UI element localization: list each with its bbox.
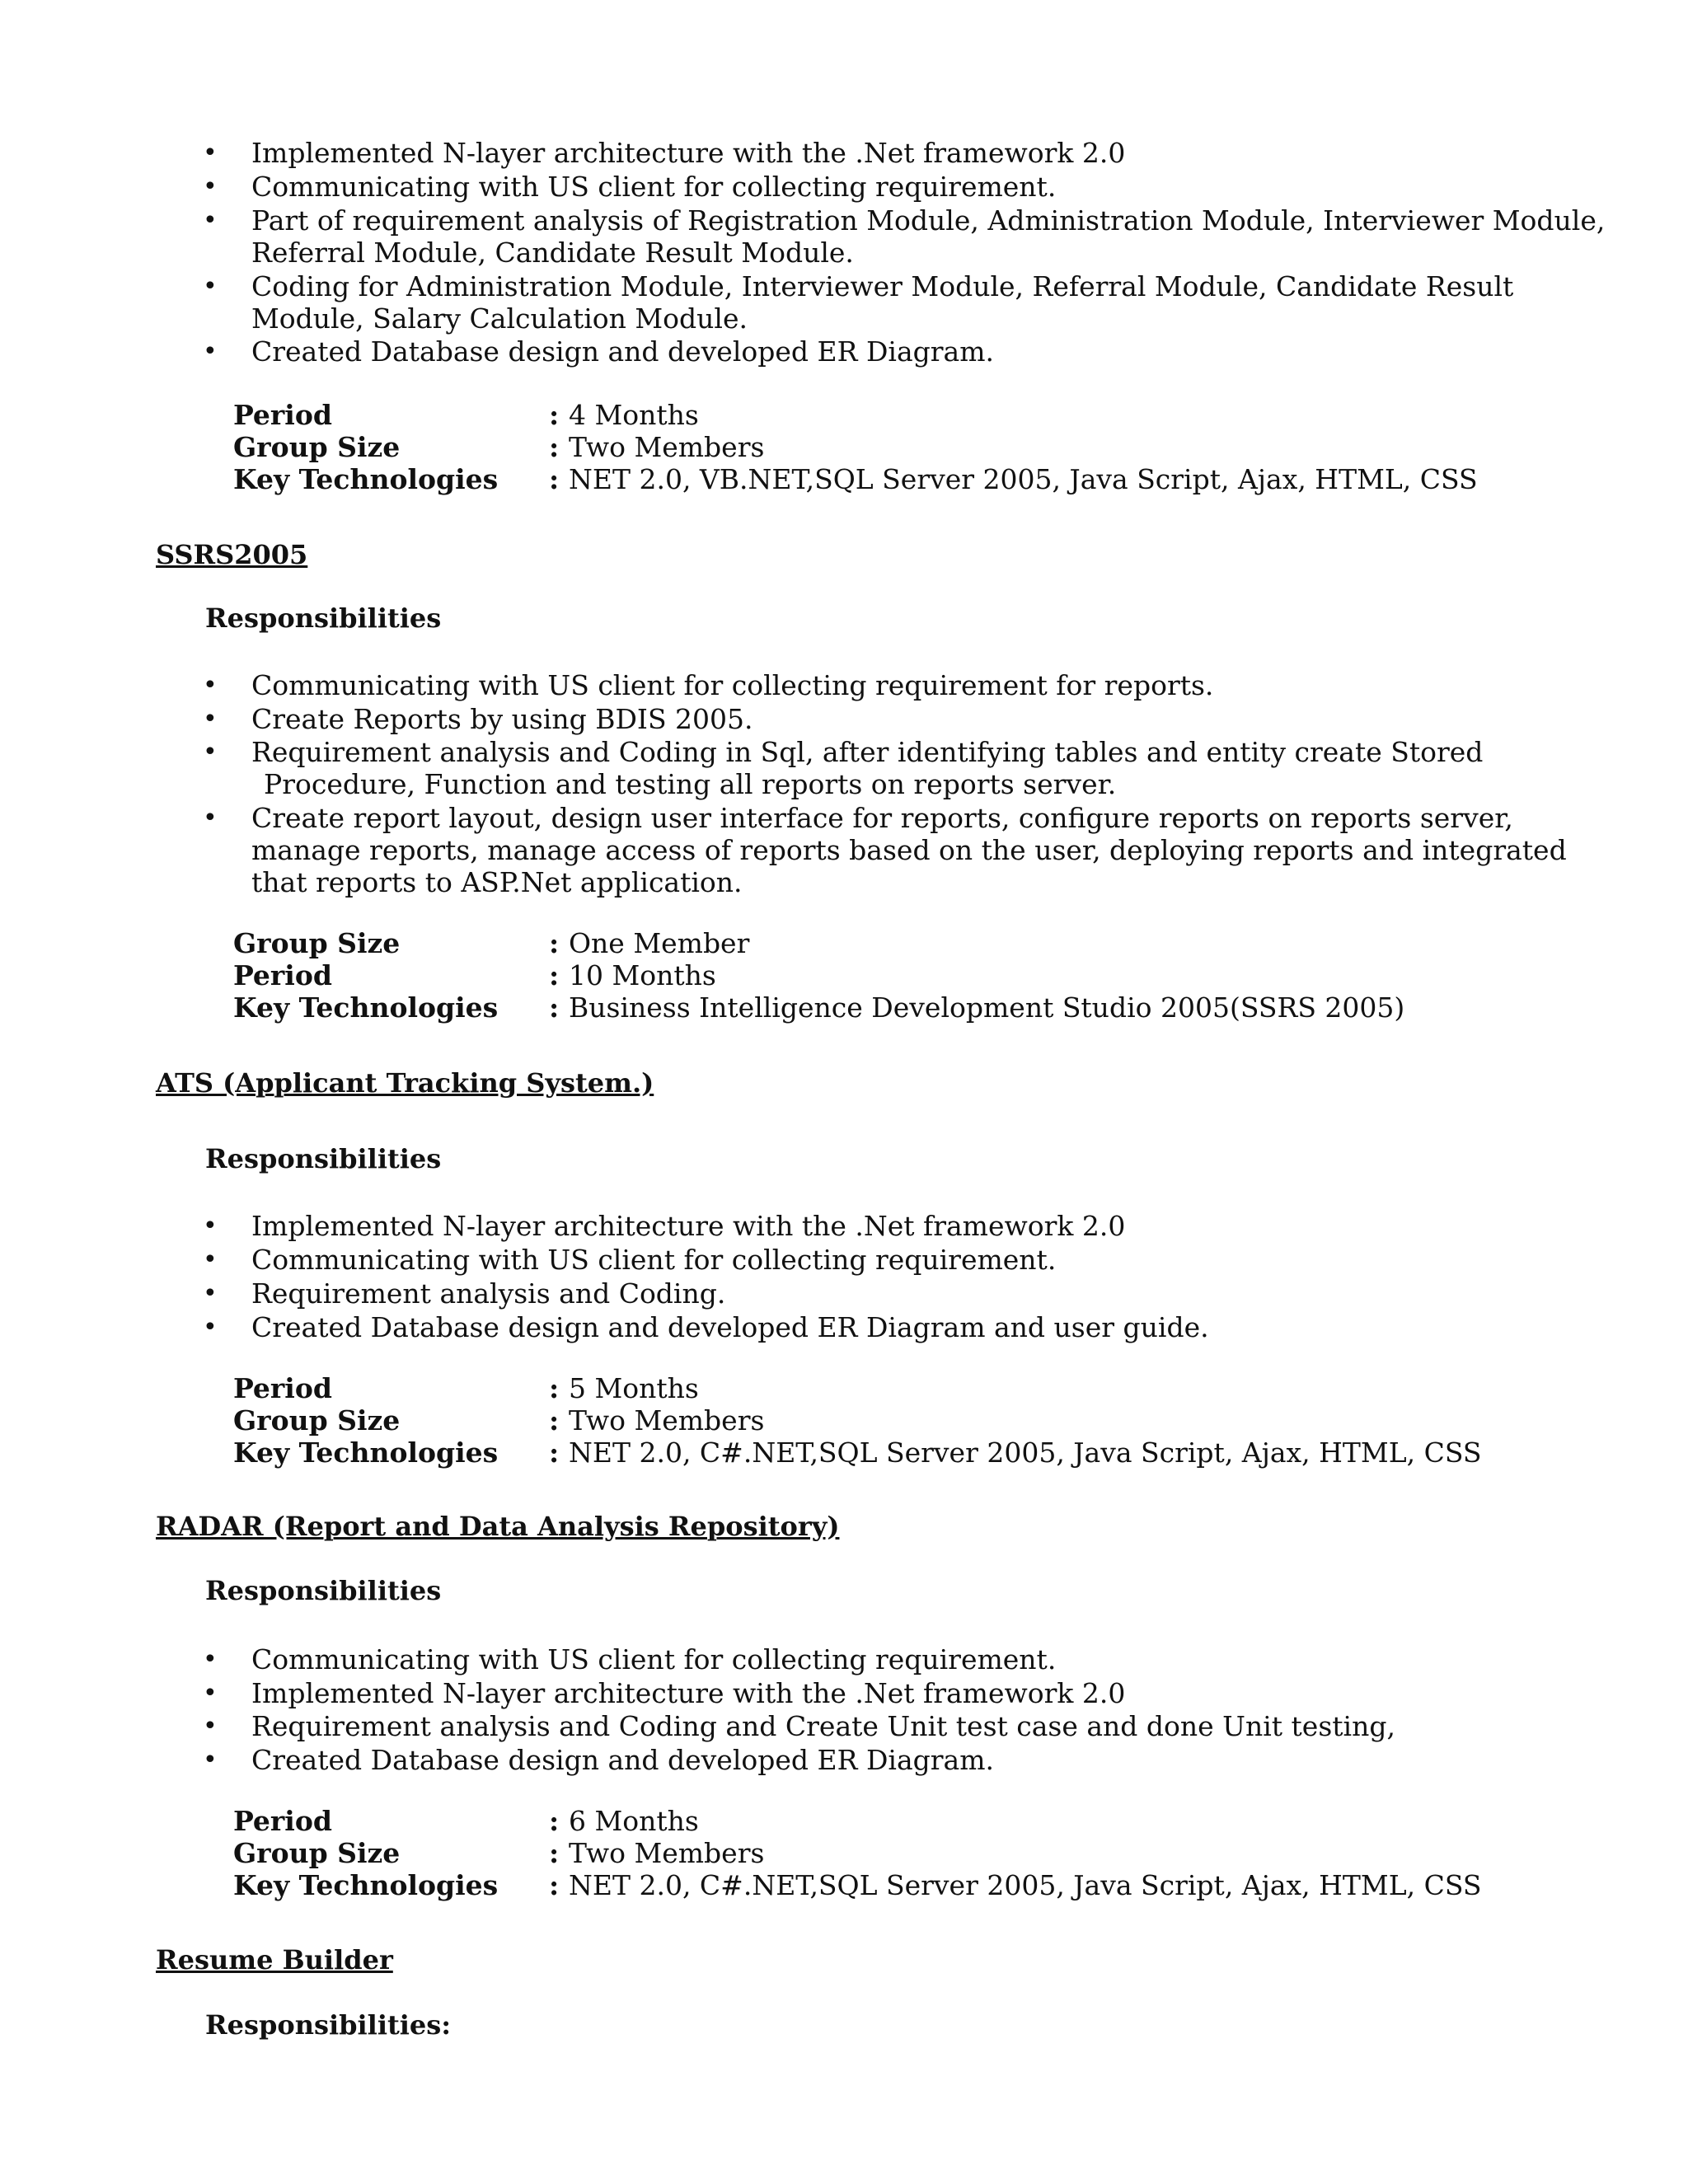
detail-value: NET 2.0, C#.NET,SQL Server 2005, Java Script, Ajax, HTML, CSS xyxy=(569,1436,1482,1469)
responsibilities-heading: Responsibilities xyxy=(205,1575,442,1606)
bullet-dot: • xyxy=(203,1313,218,1342)
bullet-text: Created Database design and developed ER Diagram. xyxy=(251,1744,994,1776)
bullet-dot: • xyxy=(203,1712,218,1741)
bullet-dot: • xyxy=(203,272,218,301)
detail-value: 6 Months xyxy=(569,1805,699,1837)
detail-colon: : xyxy=(549,1805,560,1837)
detail-label: Group Size xyxy=(233,1837,401,1869)
project-title: SSRS2005 xyxy=(156,539,308,570)
bullet-dot: • xyxy=(203,337,218,366)
detail-colon: : xyxy=(549,1436,560,1469)
detail-value: NET 2.0, VB.NET,SQL Server 2005, Java Script, Ajax, HTML, CSS xyxy=(569,463,1478,495)
detail-colon: : xyxy=(549,463,560,495)
bullet-dot: • xyxy=(203,1746,218,1774)
detail-label: Group Size xyxy=(233,1404,401,1436)
detail-value: Business Intelligence Development Studio 2005(SSRS 2005) xyxy=(569,991,1405,1024)
detail-colon: : xyxy=(549,1837,560,1869)
bullet-text: Implemented N-layer architecture with the .Net framework 2.0 xyxy=(251,137,1126,169)
responsibilities-heading: Responsibilities xyxy=(205,602,442,634)
bullet-text: Implemented N-layer architecture with the .Net framework 2.0 xyxy=(251,1677,1126,1709)
bullet-text: Requirement analysis and Coding and Create Unit test case and done Unit testing, xyxy=(251,1710,1395,1742)
detail-value: Two Members xyxy=(569,1837,765,1869)
bullet-text: Create Reports by using BDIS 2005. xyxy=(251,703,753,735)
detail-label: Key Technologies xyxy=(233,1869,499,1901)
detail-value: 4 Months xyxy=(569,399,699,431)
bullet-dot: • xyxy=(203,1645,218,1674)
detail-colon: : xyxy=(549,1404,560,1436)
responsibilities-heading: Responsibilities xyxy=(205,1143,442,1174)
detail-label: Period xyxy=(233,399,332,431)
bullet-text: Communicating with US client for collecting requirement. xyxy=(251,1244,1057,1276)
bullet-text: Communicating with US client for collecting requirement. xyxy=(251,171,1057,203)
detail-value: NET 2.0, C#.NET,SQL Server 2005, Java Script, Ajax, HTML, CSS xyxy=(569,1869,1482,1901)
bullet-dot: • xyxy=(203,138,218,167)
detail-colon: : xyxy=(549,1869,560,1901)
responsibilities-heading: Responsibilities: xyxy=(205,2009,452,2041)
project-title: Resume Builder xyxy=(156,1944,393,1975)
bullet-dot: • xyxy=(203,1279,218,1308)
bullet-text: Requirement analysis and Coding in Sql, after identifying tables and entity create Stored xyxy=(251,736,1484,768)
detail-colon: : xyxy=(549,927,560,959)
detail-value: 5 Months xyxy=(569,1372,699,1404)
bullet-text: Procedure, Function and testing all reports on reports server. xyxy=(264,768,1117,800)
bullet-text: Module, Salary Calculation Module. xyxy=(251,302,748,335)
bullet-dot: • xyxy=(203,671,218,700)
detail-label: Key Technologies xyxy=(233,1436,499,1469)
bullet-text: manage reports, manage access of reports based on the user, deploying reports and integrated xyxy=(251,834,1567,866)
detail-colon: : xyxy=(549,991,560,1024)
bullet-dot: • xyxy=(203,206,218,235)
detail-value: Two Members xyxy=(569,1404,765,1436)
bullet-dot: • xyxy=(203,1212,218,1240)
bullet-text: Communicating with US client for collecting requirement. xyxy=(251,1643,1057,1675)
bullet-dot: • xyxy=(203,1245,218,1274)
bullet-dot: • xyxy=(203,172,218,201)
detail-label: Period xyxy=(233,959,332,991)
detail-label: Group Size xyxy=(233,927,401,959)
bullet-text: Part of requirement analysis of Registration Module, Administration Module, Interviewer Module, xyxy=(251,204,1606,237)
detail-value: 10 Months xyxy=(569,959,716,991)
bullet-text: that reports to ASP.Net application. xyxy=(251,866,743,898)
detail-value: One Member xyxy=(569,927,750,959)
bullet-dot: • xyxy=(203,1679,218,1708)
detail-colon: : xyxy=(549,431,560,463)
bullet-text: Communicating with US client for collecting requirement for reports. xyxy=(251,669,1214,701)
detail-label: Group Size xyxy=(233,431,401,463)
detail-colon: : xyxy=(549,1372,560,1404)
bullet-text: Referral Module, Candidate Result Module. xyxy=(251,237,854,269)
bullet-text: Coding for Administration Module, Interviewer Module, Referral Module, Candidate Result xyxy=(251,270,1514,302)
bullet-text: Requirement analysis and Coding. xyxy=(251,1277,726,1310)
detail-label: Period xyxy=(233,1372,332,1404)
bullet-dot: • xyxy=(203,738,218,766)
detail-colon: : xyxy=(549,959,560,991)
bullet-text: Create report layout, design user interface for reports, configure reports on reports server, xyxy=(251,802,1513,834)
project-title: RADAR (Report and Data Analysis Repository) xyxy=(156,1511,840,1542)
project-title: ATS (Applicant Tracking System.) xyxy=(156,1067,654,1099)
bullet-text: Implemented N-layer architecture with the .Net framework 2.0 xyxy=(251,1210,1126,1242)
bullet-dot: • xyxy=(203,705,218,733)
bullet-dot: • xyxy=(203,804,218,832)
detail-label: Key Technologies xyxy=(233,991,499,1024)
detail-label: Period xyxy=(233,1805,332,1837)
detail-value: Two Members xyxy=(569,431,765,463)
detail-label: Key Technologies xyxy=(233,463,499,495)
bullet-text: Created Database design and developed ER Diagram and user guide. xyxy=(251,1311,1209,1343)
bullet-text: Created Database design and developed ER Diagram. xyxy=(251,335,994,368)
detail-colon: : xyxy=(549,399,560,431)
